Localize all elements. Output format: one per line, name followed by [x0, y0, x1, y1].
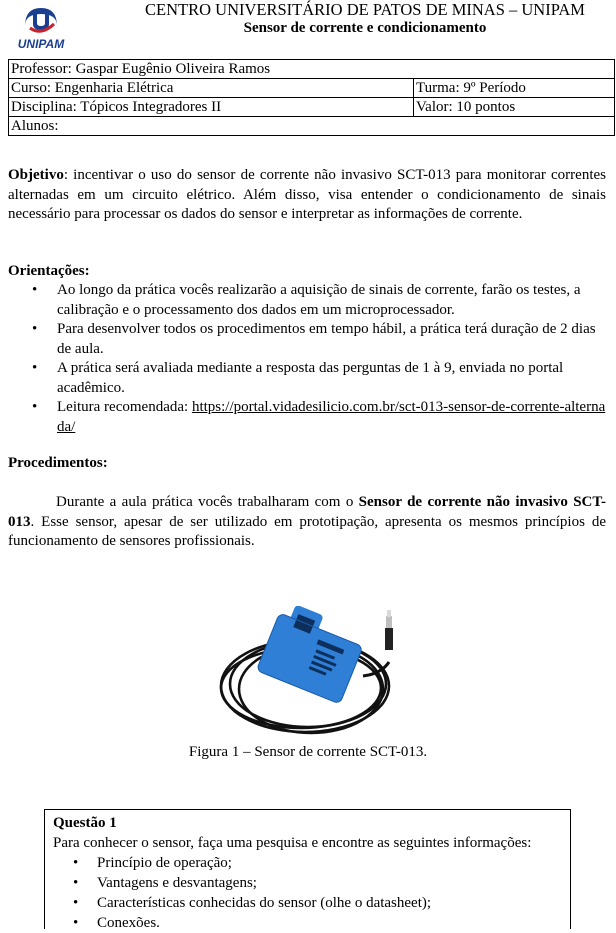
figure-caption: Figura 1 – Sensor de corrente SCT-013.	[188, 744, 428, 760]
bullet-icon: •	[73, 895, 79, 911]
reading-label: Leitura recomendada:	[57, 399, 192, 415]
disciplina-cell: Disciplina: Tópicos Integradores II	[9, 98, 414, 117]
reading-link[interactable]: https://portal.vidadesilicio.com.br/sct-013-sensor-de-corrente-alternada/	[57, 399, 606, 435]
list-item: • Conexões.	[73, 915, 160, 931]
alunos-cell: Alunos:	[9, 117, 615, 136]
document-title: Sensor de corrente e condicionamento	[243, 20, 487, 36]
procedimentos-heading: Procedimentos:	[8, 455, 108, 471]
bullet-icon: •	[73, 855, 79, 871]
questao-1-list	[53, 853, 562, 933]
valor-cell: Valor: 10 pontos	[414, 98, 615, 117]
info-table	[8, 59, 615, 136]
list-item: • A prática será avaliada mediante a resposta das perguntas de 1 à 9, enviada no portal acadêmico.	[32, 360, 564, 396]
objetivo-label: Objetivo	[8, 167, 64, 183]
sensor-photo	[213, 606, 413, 742]
logo-text: UNIPAM	[17, 37, 65, 51]
professor-cell: Professor: Gaspar Eugênio Oliveira Ramos	[9, 60, 615, 79]
bullet-icon: •	[32, 321, 38, 337]
objetivo-text: : incentivar o uso do sensor de corrente não invasivo SCT-013 para monitorar correntes alternadas em um circuito elétrico. Além disso, visa entender o condicionamento de sinais necessário para processar os dados do sensor e interpretar as informações de corrente.	[8, 167, 606, 222]
list-item: • Princípio de operação;	[73, 855, 232, 871]
unipam-logo	[10, 4, 72, 52]
list-item	[8, 398, 608, 437]
procedimentos-paragraph: Durante a aula prática vocês trabalharam com o Sensor de corrente não invasivo SCT-013. Esse sensor, apesar de ser utilizado em prototipação, apresenta os mesmos princípios de funcionamento de sensores profissionais.	[8, 494, 607, 549]
institution-name: CENTRO UNIVERSITÁRIO DE PATOS DE MINAS – UNIPAM	[145, 0, 585, 19]
sensor-name: Sensor de corrente não invasivo SCT-013	[8, 494, 607, 530]
turma-cell: Turma: 9º Período	[414, 79, 615, 98]
list-item: • Ao longo da prática vocês realizarão a aquisição de sinais de corrente, farão os testes, a calibração e o processamento dos dados em um microprocessador.	[32, 282, 581, 318]
bullet-icon: •	[32, 399, 38, 415]
bullet-icon: •	[73, 875, 79, 891]
orientacoes-list	[8, 281, 608, 437]
questao-1-title: Questão 1	[53, 815, 117, 831]
bullet-icon: •	[32, 360, 38, 376]
bullet-icon: •	[73, 915, 79, 931]
document-header	[120, 0, 610, 37]
list-item: • Vantagens e desvantagens;	[73, 875, 257, 891]
orientacoes-heading: Orientações:	[8, 263, 90, 279]
questao-1-box	[44, 809, 571, 929]
list-item: • Para desenvolver todos os procedimentos em tempo hábil, a prática terá duração de 2 dias de aula.	[32, 321, 596, 357]
list-item: • Características conhecidas do sensor (olhe o datasheet);	[73, 895, 432, 911]
curso-cell: Curso: Engenharia Elétrica	[9, 79, 414, 98]
questao-1-intro: Para conhecer o sensor, faça uma pesquisa e encontre as seguintes informações:	[53, 835, 532, 851]
objetivo-paragraph	[8, 166, 606, 225]
bullet-icon: •	[32, 282, 38, 298]
